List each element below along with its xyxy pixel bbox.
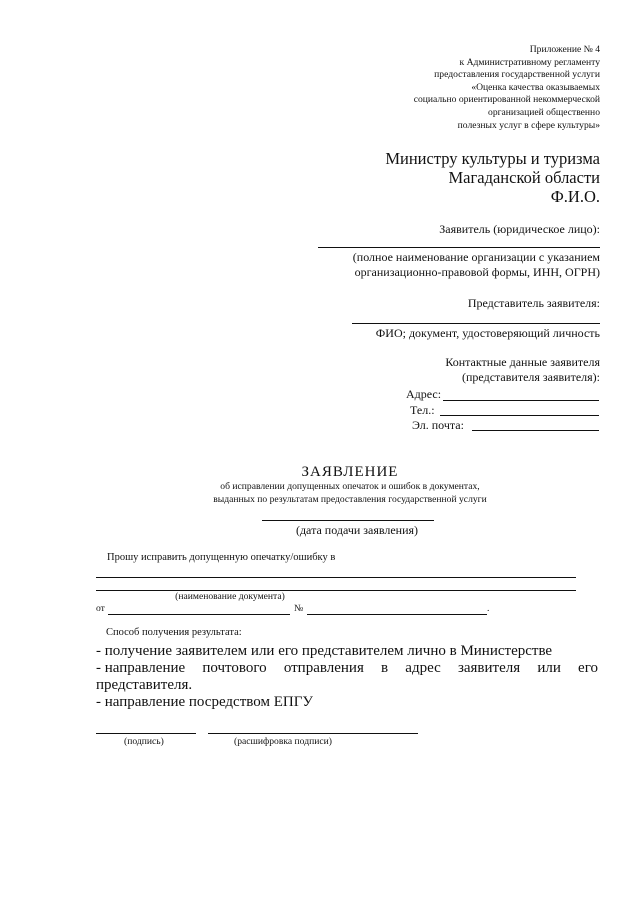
applicant-hint-line: организационно-правовой формы, ИНН, ОГРН): [354, 265, 600, 279]
representative-hint: ФИО; документ, удостоверяющий личность: [375, 326, 600, 340]
method-option-personal: - получение заявителем или его представителем лично в Министерстве: [96, 643, 553, 659]
email-field[interactable]: [472, 430, 599, 431]
number-label: №: [294, 603, 304, 614]
subtitle-line: выданных по результатам предоставления государственной услуги: [213, 493, 487, 505]
phone-field[interactable]: [440, 415, 599, 416]
addressee-block: [280, 149, 600, 206]
number-field[interactable]: [307, 614, 487, 615]
applicant-name-field[interactable]: [318, 247, 600, 248]
contacts-line: Контактные данные заявителя: [445, 355, 600, 369]
mail-word: - направление: [96, 660, 186, 676]
mail-word: почтового: [202, 660, 267, 676]
from-date-field[interactable]: [108, 614, 290, 615]
mail-word: его: [578, 660, 598, 676]
appendix-line: предоставления государственной услуги: [434, 69, 600, 81]
mail-word: или: [537, 660, 561, 676]
applicant-hint: [300, 250, 600, 280]
signature-field[interactable]: [96, 733, 196, 734]
appendix-line: к Административному регламенту: [459, 56, 600, 68]
end-dot: .: [487, 603, 490, 614]
signature-decode-field[interactable]: [208, 733, 418, 734]
appendix-block: [300, 44, 600, 132]
document-field-line-1[interactable]: [96, 577, 576, 578]
address-field[interactable]: [443, 400, 599, 401]
date-hint: (дата подачи заявления): [295, 523, 419, 537]
subtitle-line: об исправлении допущенных опечаток и ошибок в документах,: [220, 481, 480, 492]
method-option-mail-cont: представителя.: [96, 677, 193, 693]
statement-title: ЗАЯВЛЕНИЕ: [301, 464, 399, 480]
method-label: Способ получения результата:: [106, 627, 242, 638]
representative-label: Представитель заявителя:: [467, 296, 600, 310]
contacts-label: [300, 355, 600, 385]
request-text: Прошу исправить допущенную опечатку/ошибку в: [107, 552, 336, 563]
mail-word: в: [381, 660, 389, 676]
date-field[interactable]: [262, 520, 434, 521]
mail-word: заявителя: [457, 660, 521, 676]
applicant-label: Заявитель (юридическое лицо):: [439, 222, 600, 236]
mail-word: адрес: [405, 660, 441, 676]
signature-hint: (подпись): [124, 736, 164, 747]
address-label: Адрес:: [406, 387, 442, 401]
addressee-line: Ф.И.О.: [550, 187, 600, 206]
appendix-line: Приложение № 4: [529, 44, 600, 55]
addressee-line: Министру культуры и туризма: [385, 149, 600, 168]
appendix-line: полезных услуг в сфере культуры»: [457, 119, 600, 131]
phone-label: Тел.:: [410, 403, 435, 417]
representative-field[interactable]: [352, 323, 600, 324]
signature-decode-hint: (расшифровка подписи): [234, 736, 332, 747]
from-label: от: [96, 603, 105, 614]
appendix-line: «Оценка качества оказываемых: [471, 81, 600, 93]
contacts-line: (представителя заявителя):: [462, 370, 600, 384]
method-option-mail: [96, 659, 598, 677]
document-hint: (наименование документа): [175, 591, 285, 602]
email-label: Эл. почта:: [412, 418, 464, 432]
addressee-line: Магаданской области: [448, 168, 600, 187]
method-option-epgu: - направление посредством ЕПГУ: [96, 694, 313, 710]
appendix-line: организацией общественно: [488, 106, 600, 118]
applicant-hint-line: (полное наименование организации с указанием: [352, 250, 600, 264]
mail-word: отправления: [283, 660, 364, 676]
statement-subtitle: [0, 481, 640, 506]
appendix-line: социально ориентированной некоммерческой: [413, 94, 600, 106]
